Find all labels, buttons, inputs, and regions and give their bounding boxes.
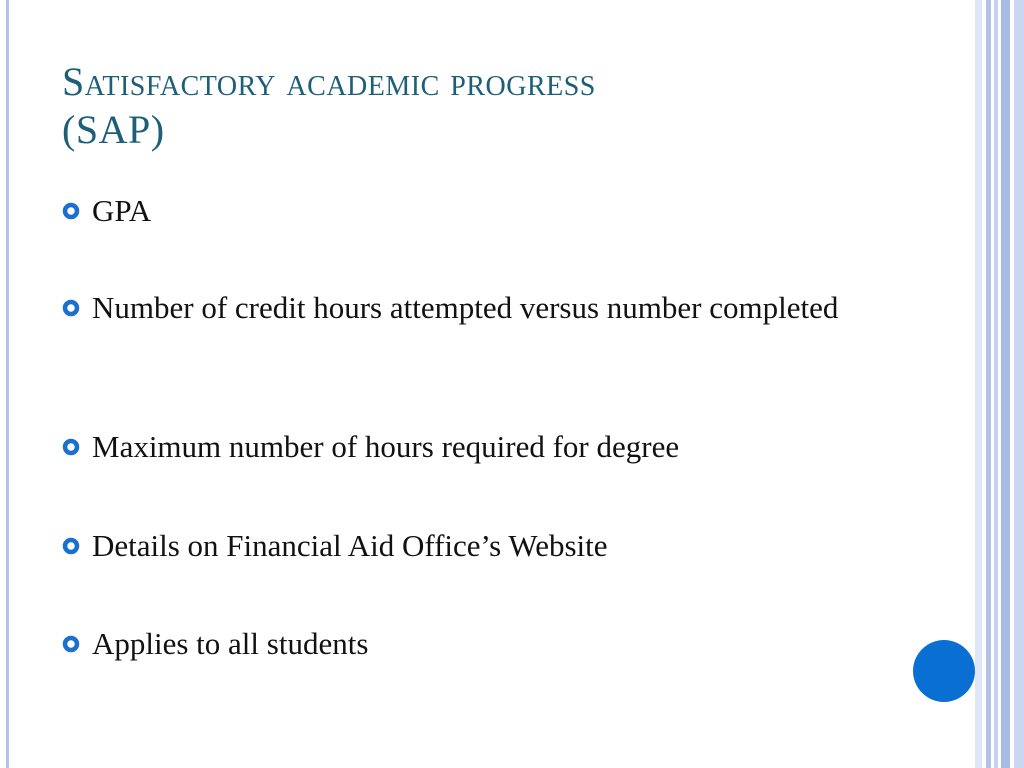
slide-title-line-1: Satisfactory academic progress bbox=[62, 59, 596, 104]
bullet-text: Number of credit hours attempted versus number completed bbox=[92, 290, 839, 325]
ring-bullet-icon bbox=[62, 537, 80, 555]
bullet-item bbox=[62, 525, 922, 566]
bullet-item bbox=[62, 287, 922, 328]
bullet-text: Maximum number of hours required for degree bbox=[92, 429, 680, 464]
bullet-item bbox=[62, 623, 922, 664]
bullet-item bbox=[62, 426, 922, 467]
ring-bullet-icon bbox=[62, 438, 80, 456]
bullet-text: GPA bbox=[92, 193, 152, 228]
bullet-text: Details on Financial Aid Office’s Website bbox=[92, 528, 608, 563]
ring-bullet-icon bbox=[62, 635, 80, 653]
bullet-text: Applies to all students bbox=[92, 626, 369, 661]
ring-bullet-icon bbox=[62, 202, 80, 220]
slide-title-line-2: (SAP) bbox=[62, 107, 165, 152]
decorative-circle bbox=[913, 640, 975, 702]
bullet-item bbox=[62, 190, 922, 231]
ring-bullet-icon bbox=[62, 299, 80, 317]
